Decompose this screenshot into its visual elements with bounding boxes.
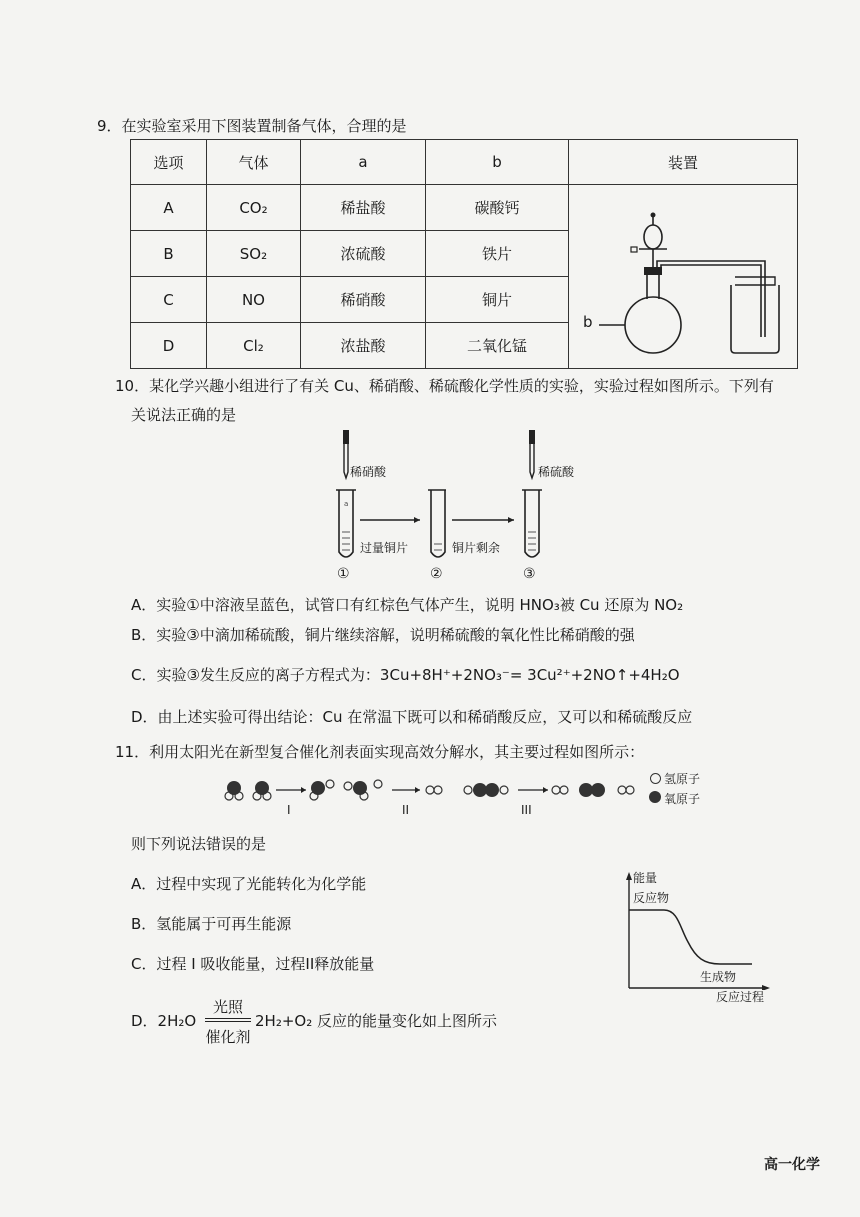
header-a: a bbox=[300, 140, 425, 185]
cell-option: C bbox=[131, 277, 207, 323]
header-apparatus: 装置 bbox=[568, 140, 797, 185]
cell-gas: SO₂ bbox=[207, 231, 301, 277]
step-1-marker: ① bbox=[337, 566, 350, 582]
cell-gas: Cl₂ bbox=[207, 323, 301, 369]
cell-option: B bbox=[131, 231, 207, 277]
label-dilute-nitric-acid: 稀硝酸 bbox=[350, 465, 387, 479]
step-2-marker: ② bbox=[430, 566, 443, 582]
option-d-products: 2H₂+O₂ 反应的能量变化如上图所示 bbox=[255, 1012, 497, 1030]
header-option: 选项 bbox=[131, 140, 207, 185]
q9-stem: 9．在实验室采用下图装置制备气体，合理的是 bbox=[97, 117, 407, 135]
table-row bbox=[131, 185, 798, 231]
option-d-equal-line bbox=[205, 1018, 251, 1019]
cell-b: 铁片 bbox=[426, 231, 569, 277]
cell-a: 稀盐酸 bbox=[300, 185, 425, 231]
cell-a: 浓硫酸 bbox=[300, 231, 425, 277]
cell-a: 稀硝酸 bbox=[300, 277, 425, 323]
reaction-process-axis-label: 反应过程 bbox=[716, 990, 765, 1004]
cell-a: 浓盐酸 bbox=[300, 323, 425, 369]
q10-option-c: C．实验③发生反应的离子方程式为：3Cu+8H⁺+2NO₃⁻= 3Cu²⁺+2NO↑+4H₂O bbox=[131, 666, 680, 684]
label-copper-remaining: 铜片剩余 bbox=[452, 541, 501, 555]
header-b: b bbox=[426, 140, 569, 185]
reactant-label: 反应物 bbox=[633, 891, 670, 905]
q11-prompt: 则下列说法错误的是 bbox=[131, 835, 267, 853]
option-d-condition-light: 光照 bbox=[212, 998, 243, 1016]
cell-b: 碳酸钙 bbox=[426, 185, 569, 231]
legend-hydrogen-atom: 氢原子 bbox=[664, 772, 701, 786]
q11-option-a: A．过程中实现了光能转化为化学能 bbox=[131, 875, 367, 893]
cell-b: 铜片 bbox=[426, 277, 569, 323]
hydrogen-legend-icon bbox=[650, 773, 661, 784]
q9-options-table bbox=[130, 139, 798, 369]
oxygen-legend-icon bbox=[649, 791, 661, 803]
apparatus-label-b: b bbox=[582, 313, 593, 331]
energy-axis-label: 能量 bbox=[633, 871, 658, 885]
option-d-reactant: D．2H₂O bbox=[131, 1012, 197, 1030]
product-label: 生成物 bbox=[700, 970, 737, 984]
legend-oxygen-atom: 氧原子 bbox=[664, 792, 701, 806]
label-excess-copper: 过量铜片 bbox=[360, 541, 409, 555]
cell-gas: CO₂ bbox=[207, 185, 301, 231]
q10-option-a: A．实验①中溶液呈蓝色，试管口有红棕色气体产生，说明 HNO₃被 Cu 还原为 NO₂ bbox=[131, 596, 684, 614]
q10-option-b: B．实验③中滴加稀硫酸，铜片继续溶解，说明稀硫酸的氧化性比稀硝酸的强 bbox=[131, 626, 635, 644]
subject-footer: 高一化学 bbox=[764, 1157, 820, 1173]
step-label-I: I bbox=[287, 803, 291, 817]
svg-text:a: a bbox=[344, 500, 349, 508]
gas-apparatus-diagram bbox=[569, 187, 797, 367]
q10-stem-line2: 关说法正确的是 bbox=[131, 406, 237, 424]
step-3-marker: ③ bbox=[523, 566, 536, 582]
header-gas: 气体 bbox=[207, 140, 301, 185]
q11-stem: 11．利用太阳光在新型复合催化剂表面实现高效分解水，其主要过程如图所示： bbox=[115, 743, 645, 761]
option-d-equal-line bbox=[205, 1021, 251, 1022]
q10-test-tube-figure bbox=[320, 428, 560, 588]
cell-b: 二氧化锰 bbox=[426, 323, 569, 369]
apparatus-cell bbox=[568, 185, 797, 369]
q11-option-c: C．过程 I 吸收能量，过程II释放能量 bbox=[131, 955, 375, 973]
table-header-row bbox=[131, 140, 798, 185]
q10-option-d: D．由上述实验可得出结论：Cu 在常温下既可以和稀硝酸反应，又可以和稀硫酸反应 bbox=[131, 708, 693, 726]
cell-gas: NO bbox=[207, 277, 301, 323]
step-label-II: II bbox=[402, 803, 410, 817]
step-label-III: III bbox=[521, 803, 532, 817]
cell-option: D bbox=[131, 323, 207, 369]
q11-option-b: B．氢能属于可再生能源 bbox=[131, 915, 292, 933]
q10-stem-line1: 10．某化学兴趣小组进行了有关 Cu、稀硝酸、稀硫酸化学性质的实验，实验过程如图所示。下列有 bbox=[115, 377, 774, 395]
option-d-condition-catalyst: 催化剂 bbox=[205, 1028, 251, 1046]
label-dilute-sulfuric-acid: 稀硫酸 bbox=[538, 465, 575, 479]
cell-option: A bbox=[131, 185, 207, 231]
